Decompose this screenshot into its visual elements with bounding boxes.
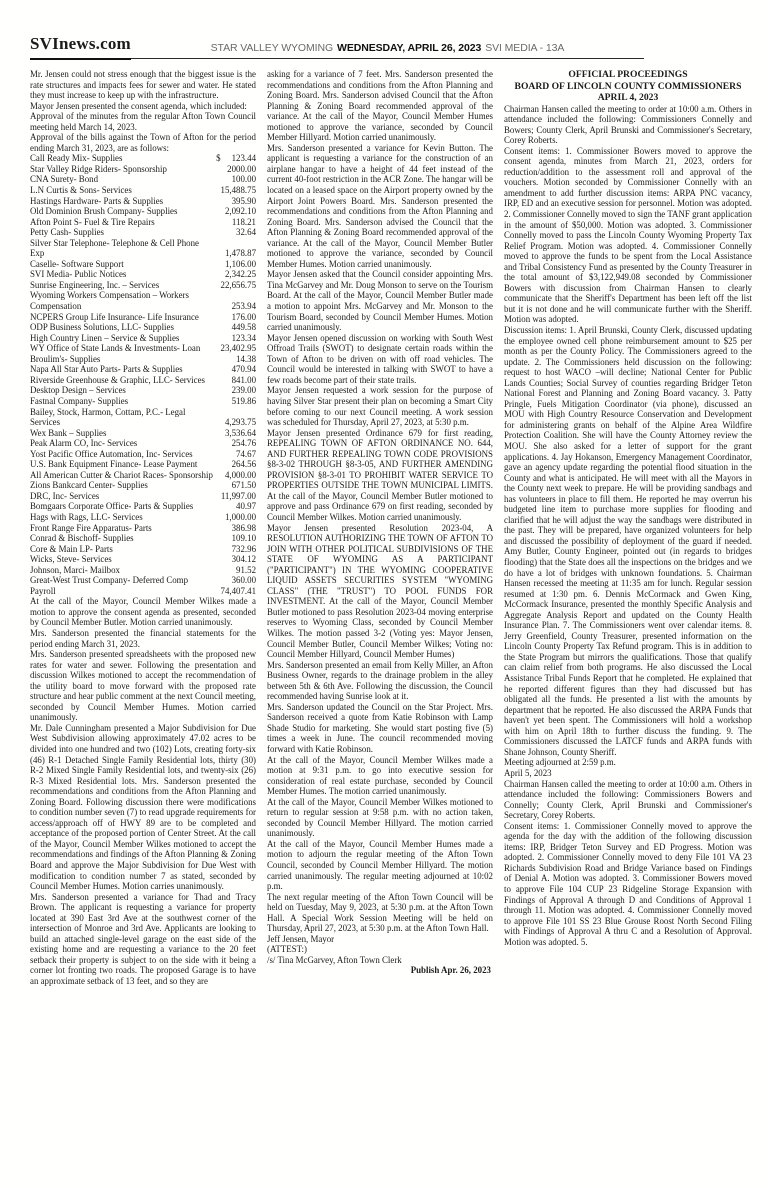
- bill-amount: 40.97: [236, 501, 256, 512]
- bill-row: [30, 438, 256, 449]
- dateline: [209, 42, 567, 54]
- col1-body-paragraphs: [30, 596, 256, 986]
- paragraph: Mrs. Sanderson presented an email from Kelly Miller, an Afton Business Owner, regards to the drainage problem in the alley between 5th & 6th Ave. Following the discussion, the Council recommended having Sunrise look at it.: [267, 659, 493, 702]
- masthead: [30, 34, 644, 59]
- bill-row: [30, 196, 256, 207]
- bill-amount-group: [221, 174, 256, 185]
- bill-amount-group: [210, 280, 257, 291]
- bill-row: [30, 375, 256, 386]
- bill-row: [30, 554, 256, 565]
- paragraph: The next regular meeting of the Afton Town Council will be held on Tuesday, May 9, 2023, at 5:30 p.m. at the Afton Town Hall. A Special Work Session Meeting will be held on Thursday, April 27, 2023, at 5:30 p.m. at the Afton Town Hall.: [267, 891, 493, 934]
- paragraph: Mrs. Sanderson updated the Council on the Star Project. Mrs. Sanderson received a quote from Katie Robinson with Lamp Shade Studio for marketing. She would start posting five (5) times a week in June. The council recommended moving forward with Katie Robinson.: [267, 701, 493, 754]
- bill-item-label: Wicks, Steve- Services: [30, 554, 112, 565]
- bill-amount: 1,478.87: [224, 248, 256, 259]
- bill-amount-group: [214, 512, 256, 523]
- bill-item-label: Bailey, Stock, Harmon, Cottam, P.C.- Legal Services: [30, 406, 186, 428]
- bill-row: [30, 259, 256, 270]
- bill-amount-group: [221, 554, 256, 565]
- bill-item-label: U.S. Bank Equipment Finance- Lease Payment: [30, 459, 198, 470]
- dateline-date: WEDNESDAY, APRIL 26, 2023: [337, 42, 482, 54]
- bill-amount-group: [210, 343, 257, 354]
- bill-item-label: Caselle- Software Support: [30, 258, 124, 269]
- bill-amount-group: [210, 491, 256, 502]
- bill-amount-group: [221, 459, 256, 470]
- bill-row: [30, 575, 256, 586]
- bill-amount-group: [225, 565, 256, 576]
- bill-amount: 519.86: [231, 395, 256, 406]
- bill-amount: 23,402.95: [220, 343, 256, 354]
- bill-item-label: Zions Bankcard Center- Supplies: [30, 480, 148, 491]
- bill-amount: 254.76: [231, 438, 256, 449]
- paragraph: Mrs. Sanderson presented spreadsheets with the proposed new rates for water and sewer. Following the presentation and discussion Wilkes motioned to accept the recommendation of the utility board to move forward with the proposed rate structure and hear public comment at the next Council meeting, seconded by Council Member Humes. Motion carried unanimously.: [30, 649, 256, 723]
- bill-item-label: High Country Linen – Service & Supplies: [30, 332, 180, 343]
- bill-amount-group: [221, 544, 256, 555]
- bill-item-label: Call Ready Mix- Supplies: [30, 153, 123, 164]
- bill-item-label: Peak Alarm CO, Inc- Services: [30, 438, 138, 449]
- bill-amount-group: [221, 301, 256, 312]
- bill-item-label: Conrad & Bischoff- Supplies: [30, 533, 134, 544]
- paragraph: Consent items: 1. Commissioner Bowers moved to approve the consent agenda, minutes from March 21, 2023, orders for reduction/addition to the assessment roll and approval of the vouchers. Motion seconded by Commissioner Connelly with an amendment to add further discussion items: ARPA PNC vacancy, IRP, ED and an executive session for personnel. Motion was adopted. 2. Commissioner Connelly moved to sign the TANF grant application in the amount of $50,000. Motion was adopted. 3. Commissioner Connelly moved to pass the Lincoln County Wyoming Property Tax Relief Program. Motion was adopted. 4. Commissioner Connelly moved to approve the funds to be spent from the Local Assistance and Tribal Consistency Fund as presented by the County Treasurer in the total amount of $3,122,949.08 seconded by Commissioner Bowers with discussion from Chairman Hansen to clearly communicate that the Sheriff's Department has been left off the list but it is not done and he will communicate further with the Sheriff. Motion was adopted.: [504, 145, 752, 325]
- bill-amount: 386.98: [231, 522, 256, 533]
- bill-item-label: All American Cutter & Chariot Races- Sponsorship: [30, 469, 213, 480]
- bill-amount: 395.90: [231, 195, 256, 206]
- bill-row: [30, 523, 256, 534]
- bill-row: [30, 364, 256, 375]
- bill-amount-group: [221, 375, 256, 386]
- bill-amount: 32.64: [236, 227, 256, 238]
- bill-item-label: Petty Cash- Supplies: [30, 227, 104, 238]
- bill-item-label: Silver Star Telephone- Telephone & Cell Phone Exp: [30, 237, 199, 259]
- bill-item-label: ODP Business Solutions, LLC- Supplies: [30, 322, 174, 333]
- paragraph: Mr. Jensen could not stress enough that the biggest issue is the rate structures and impacts fees for sewer and water. He stated they must increase to keep up with the infrastructure.: [30, 69, 256, 101]
- bill-amount-group: [221, 333, 256, 344]
- bill-row: [30, 544, 256, 555]
- official-proceedings-heading: [504, 69, 752, 104]
- bill-amount: 841.00: [231, 374, 256, 385]
- bill-row: [30, 185, 256, 196]
- bills-ledger: [30, 153, 256, 596]
- bill-item-label: Riverside Greenhouse & Graphic, LLC- Services: [30, 374, 205, 385]
- bill-amount-group: [214, 470, 256, 481]
- bill-item-label: Yost Pacific Office Automation, Inc- Services: [30, 448, 193, 459]
- signoff-line: /s/ Tina McGarvey, Afton Town Clerk: [267, 954, 402, 965]
- paragraph: At the call of the Mayor, Council Member Wilkes motioned to return to regular session at 9:58 p.m. with no action taken, seconded by Council Member Hillyard. The motion carried unanimously.: [267, 796, 493, 839]
- col2-paragraphs: [267, 69, 493, 934]
- signoff-line: (ATTEST:): [267, 944, 307, 955]
- column-1: [30, 69, 256, 987]
- publish-date-line: Publish Apr. 26, 2023: [410, 965, 491, 976]
- bill-item-label: CNA Surety- Bond: [30, 174, 99, 185]
- paragraph: Approval of the minutes from the regular Afton Town Council meeting held March 14, 2023.: [30, 111, 256, 132]
- bill-item-label: Payroll: [30, 585, 56, 596]
- dateline-region: STAR VALLEY WYOMING: [210, 42, 334, 54]
- bill-amount-group: [225, 449, 256, 460]
- bill-amount-group: [214, 269, 256, 280]
- bill-amount: 123.44: [231, 153, 256, 164]
- col1-intro-paragraphs: [30, 69, 256, 153]
- col3-paragraphs: [504, 104, 752, 948]
- bill-row: [30, 290, 256, 311]
- paragraph: Mr. Dale Cunningham presented a Major Subdivision for Due West Subdivision allowing approximately 47.02 acres to be divided into one hundred and two (102) Lots, creating forty-six (46) R-1 Detached Single Family Residential lots, thirty (30) R-2 Mixed Single Family Residential lots, and twenty-six (26) R-3 Mixed Residential lots. Mrs. Sanderson presented the recommendations and conditions from the Afton Planning and Zoning Board. Following discussion there were modifications to condition number seven (7) to read upgrade requirements for access/approach off of HWY 89 are to be completed and acceptance of the proposed portion of Center Street. At the call of the Mayor, Council Member Wilkes motioned to accept the recommendations and findings of the Afton Planning & Zoning Board and approve the Major Subdivision for Due West with modification to condition number 7 as stated, seconded by Council Member Humes. Motion carries unanimously.: [30, 722, 256, 892]
- bill-row: [30, 280, 256, 291]
- bill-item-label: L.N Curtis & Sons- Services: [30, 185, 132, 196]
- bill-row: [30, 322, 256, 333]
- bill-amount: 4,293.75: [224, 417, 256, 428]
- article-columns: [30, 69, 752, 987]
- bill-amount-group: [221, 364, 256, 375]
- bill-row: [30, 333, 256, 344]
- paragraph: April 5, 2023: [504, 767, 552, 778]
- bill-amount-group: [221, 523, 256, 534]
- bill-row: [30, 533, 256, 544]
- bill-amount: 11,997.00: [220, 490, 256, 501]
- bill-amount-group: [221, 196, 256, 207]
- bill-amount: 2000.00: [227, 163, 256, 174]
- paragraph: Meeting adjourned at 2:59 p.m.: [504, 757, 616, 768]
- bill-item-label: Bomgaars Corporate Office- Parts & Supplies: [30, 501, 194, 512]
- bill-amount: 118.21: [231, 216, 256, 227]
- paragraph: Approval of the bills against the Town of Afton for the period ending March 31, 2023, are as follows:: [30, 132, 256, 153]
- signoff-block: [267, 934, 493, 966]
- bill-row: [30, 428, 256, 439]
- bill-amount-group: [221, 480, 256, 491]
- bill-row: [30, 269, 256, 280]
- bill-amount-group: [221, 312, 256, 323]
- bill-item-label: Core & Main LP- Parts: [30, 543, 113, 554]
- bill-row: [30, 459, 256, 470]
- bill-item-label: Old Dominion Brush Company- Supplies: [30, 206, 178, 217]
- bill-row: [30, 227, 256, 238]
- paragraph: At the call of the Mayor, Council Member Humes made a motion to adjourn the regular meeting of the Afton Town Council, seconded by Council Member Hillyard. The motion carried unanimously. The regular meeting adjourned at 10:02 p.m.: [267, 838, 493, 892]
- bill-amount: 253.94: [231, 301, 256, 312]
- bill-item-label: SVI Media- Public Notices: [30, 269, 127, 280]
- bill-amount: 1,106.00: [224, 258, 256, 269]
- signoff-line: Jeff Jensen, Mayor: [267, 933, 335, 944]
- bill-amount: 109.10: [231, 533, 256, 544]
- bill-amount-group: [221, 533, 256, 544]
- bill-row: [30, 312, 256, 323]
- site-logo: SVInews.com: [30, 34, 131, 60]
- bill-item-label: Napa All Star Auto Parts- Parts & Supplies: [30, 364, 183, 375]
- bill-amount: 74,407.41: [220, 585, 256, 596]
- bill-item-label: Wex Bank – Supplies: [30, 427, 107, 438]
- paragraph: Mrs. Sanderson presented the financial statements for the period ending March 31, 2023.: [30, 627, 256, 649]
- bill-amount-group: [214, 259, 256, 270]
- bill-amount: 449.58: [231, 322, 256, 333]
- bill-amount-group: [221, 322, 256, 333]
- bill-amount-group: [210, 586, 257, 597]
- bill-item-label: DRC, Inc- Services: [30, 490, 100, 501]
- bill-amount: 14.38: [236, 353, 256, 364]
- bill-amount-group: [225, 227, 256, 238]
- paragraph: Mayor Jensen presented Resolution 2023-04, A RESOLUTION AUTHORIZING THE TOWN OF AFTON TO JOIN WITH OTHER POLITICAL SUBDIVISIONS OF THE STATE OF WYOMING AS A PARTICIPANT ("PARTICIPANT") IN THE WYOMING COOPERATIVE LIQUID ASSETS SECURITIES SYSTEM "WYOMING CLASS" (THE "TRUST") TO POOL FUNDS FOR INVESTMENT. At the call of the Mayor, Council Member Butler motioned to pass Resolution 2023-04 moving enterprise reserves to Wyoming Class, seconded by Council Member Wilkes. The motion passed 3-2 (Voting yes: Mayor Jensen, Council Member Butler, Council Member Wilkes; Voting no: Council Member Hillyard, Council Member Humes): [267, 522, 493, 660]
- bill-row: [30, 385, 256, 396]
- paragraph: Mrs. Sanderson presented a variance for Thad and Tracy Brown. The applicant is requesting a variance for property located at 390 East 3rd Ave at the southwest corner of the intersection of Monroe and 3rd Ave. Applicants are looking to build an attached single-level garage on the east side of the existing home and are requesting a variance to the 20 feet setback their property is subject to on the side with it being a corner lot fronting two roads. The proposed Garage is to have an approximate setback of 13 feet, and so they are: [30, 891, 256, 987]
- paragraph: Mayor Jensen presented the consent agenda, which included:: [30, 100, 247, 111]
- bill-amount: 360.00: [231, 575, 256, 586]
- bill-amount: 100.00: [231, 174, 256, 185]
- bill-row: [30, 491, 256, 502]
- bill-amount: 176.00: [231, 311, 256, 322]
- bill-amount: 74.67: [236, 448, 256, 459]
- bill-row: [30, 238, 256, 259]
- bill-item-label: Sunrise Engineering, Inc. – Services: [30, 279, 160, 290]
- bill-row: [30, 217, 256, 228]
- column-2: [267, 69, 493, 987]
- bill-amount-group: [214, 417, 256, 428]
- bill-amount: 671.50: [231, 480, 256, 491]
- bill-row: [30, 501, 256, 512]
- bill-row: [30, 354, 256, 365]
- bill-amount-group: [225, 501, 256, 512]
- bill-item-label: NCPERS Group Life Insurance- Life Insurance: [30, 311, 199, 322]
- bill-row: [30, 153, 256, 164]
- bill-item-label: Afton Point S- Fuel & Tire Repairs: [30, 216, 155, 227]
- paragraph: Mayor Jensen presented Ordinance 679 for first reading, REPEALING TOWN OF AFTON ORDINANCE NO. 644, AND FURTHER REPEALING TOWN CODE PROVISIONS §8-3-02 THROUGH §8-3-05, AND FURTHER AMENDING PROVISION §8-3-01 TO PROHIBIT WATER SERVICE TO PROPERTIES OUTSIDE THE TOWN MUNICIPAL LIMITS. At the call of the Mayor, Council Member Butler motioned to approve and pass Ordinance 679 on first reading, seconded by Council Member Wilkes. Motion carried unanimously.: [267, 427, 493, 522]
- bill-row: [30, 480, 256, 491]
- bill-amount-group: [216, 153, 256, 164]
- bill-amount-group: [221, 396, 256, 407]
- paragraph: Chairman Hansen called the meeting to order at 10:00 a.m. Others in attendance included the following: Commissioners Connelly and Bowers; County Clerk, April Brunski and Commissioner's Secretary, Corey Roberts.: [504, 103, 752, 146]
- bill-amount: 15,488.75: [220, 185, 256, 196]
- dateline-edition: SVI MEDIA - 13A: [485, 42, 565, 54]
- bill-item-label: Wyoming Workers Compensation – Workers Compensation: [30, 290, 189, 312]
- paragraph: Consent items: 1. Commissioner Connelly moved to approve the agenda for the day with the addition of the following discussion items: IRP, Bridger Teton Survey and ED Progress. Motion was adopted. 2. Commissioner Connelly moved to deny File 101 VA 23 Richards Subdivision Road and Bridge Variance based on Findings of Denial A. Motion was adopted. 3. Commissioner Bowers moved to approve File 104 CUP 23 Ridgeline Storage Expansion with Findings of Approval A through D and Conditions of Approval 1 through 11. Motion was adopted. 4. Commissioner Connelly moved to approve File 101 SS 23 Blue Grouse Roost North Second Filing with Findings of Approval A thru C and a Resolution of Approval. Motion was adopted. 5.: [504, 820, 752, 947]
- bill-amount-group: [225, 354, 256, 365]
- bill-item-label: Great-West Trust Company- Deferred Comp: [30, 575, 189, 586]
- paragraph: Mayor Jensen opened discussion on working with South West Offroad Trails (SWOT) to designate certain roads within the Town of Afton to be driven on with off road vehicles. The Council would be interested in talking with SWOT to have a few roads become part of their state trails.: [267, 332, 493, 385]
- heading-line: APRIL 4, 2023: [597, 92, 659, 103]
- heading-line: BOARD OF LINCOLN COUNTY COMMISSIONERS: [514, 80, 742, 92]
- bill-row: [30, 164, 256, 175]
- bill-row: [30, 343, 256, 354]
- bill-amount: 22,656.75: [220, 279, 256, 290]
- bill-item-label: Hastings Hardware- Parts & Supplies: [30, 195, 164, 206]
- bill-amount-group: [221, 385, 256, 396]
- bill-item-label: Hags with Rags, LLC- Services: [30, 511, 143, 522]
- bill-item-label: WY Office of State Lands & Investments- Loan: [30, 343, 201, 354]
- bill-row: [30, 206, 256, 217]
- bill-row: [30, 407, 256, 428]
- bill-amount: 4,000.00: [224, 469, 256, 480]
- column-3: [504, 69, 752, 987]
- bill-row: [30, 470, 256, 481]
- bill-row: [30, 174, 256, 185]
- bill-amount: 264.56: [231, 459, 256, 470]
- bill-amount-group: [221, 575, 256, 586]
- paragraph: Mrs. Sanderson presented a variance for Kevin Button. The applicant is requesting a variance for the construction of an airplane hangar to have a height of 44 feet instead of the current 40-foot restriction in the ACR Zone. The hangar will be located on a leased space on the Airport property owned by the Airport Joint Powers Board. Mrs. Sanderson presented the recommendations and conditions from the Afton Planning and Zoning Board. Mrs. Sanderson advised the Council that the Afton Planning & Zoning Board recommended approval of the variance. At the call of the Mayor, Council Member Butler motioned to approve the variance, seconded by Council Member Humes. Motion carried unanimously.: [267, 142, 493, 269]
- bill-amount-group: [216, 164, 256, 175]
- bill-row: [30, 565, 256, 576]
- bill-item-label: Broulim's- Supplies: [30, 353, 101, 364]
- bill-amount: 239.00: [231, 385, 256, 396]
- bill-item-label: Desktop Design – Services: [30, 385, 126, 396]
- paragraph: Mayor Jensen requested a work session for the purpose of having Silver Star present their plan on becoming a Smart City before coming to our next Council meeting. A work session was scheduled for Thursday, April 27, 2023, at 5:30 p.m.: [267, 385, 493, 428]
- bill-amount: 2,092.10: [224, 206, 256, 217]
- bill-amount: 3,536.64: [224, 427, 256, 438]
- bill-row: [30, 449, 256, 460]
- bill-item-label: Johnson, Marci- Mailbox: [30, 564, 120, 575]
- bill-item-label: Fastnal Company- Supplies: [30, 395, 129, 406]
- bill-amount-group: [214, 206, 256, 217]
- bill-amount: 2,342.25: [224, 269, 256, 280]
- bill-item-label: Star Valley Ridge Riders- Sponsorship: [30, 163, 167, 174]
- paragraph: Mayor Jensen asked that the Council consider appointing Mrs. Tina McGarvey and Mr. Doug Monson to serve on the Tourism Board. At the call of the Mayor, Council Member Butler made a motion to appoint Mrs. McGarvey and Mr. Monson to the Tourism Board, seconded by Council Member Humes. Motion carried unanimously.: [267, 269, 493, 333]
- heading-line: OFFICIAL PROCEEDINGS: [568, 69, 688, 80]
- bill-amount: 732.96: [231, 543, 256, 554]
- bill-amount: 123.34: [231, 332, 256, 343]
- bill-row: [30, 586, 256, 597]
- bill-amount: 1,000.00: [224, 511, 256, 522]
- paragraph: Discussion items: 1. April Brunski, County Clerk, discussed updating the employee owned cell phone reimbursement amount to $25 per month as per the County Policy. The Commissioners agreed to the update. 2. The Commissioners held discussion on the following: request to host WACO –will decline; National Center for Public Lands Counties; Social Survey of counties regarding Bridger Teton National Forest and Planning and Zoning Board vacancy. 3. Patty Pringle, Fuels Mitigation Coordinator (via phone), discussed an MOU with High Country Resource Conservation and Development for administering grants on behalf of the Alpine Area Wildfire Protection Coalition. She will have the County Attorney review the MOU. She also asked for a letter of support for the grant applications. 4. Jay Hokanson, Emergency Management Coordinator, gave an agency update regarding the potential flood situation in the County and what is anticipated. He will meet with all the Mayors in the County next week to prepare. He will be providing sandbags and has volunteers in place to fill them. He reported he may overrun his budgeted line item to purchase more supplies for flooding and clarified that he will adjust the way the sandbags were distributed in the past. They will be prepared, have organized volunteers for help and discussed the possibility of deployment of the guard if needed. Amy Butler, County Engineer, pointed out (in regards to bridges flooding) that the State does all the inspections on the bridges and we do have a lot of bridges with unknown foundations. 5. Chairman Hansen recessed the meeting at 11:35 am for lunch. Regular session resumed at 1:30 pm. 6. Dennis McCormack and Gwen King, McCormack Insurance, presented the monthly Specific Analysis and Aggregate Analysis Report and updated on the County Health Insurance Plan. 7. The Commissioners went over calendar items. 8. Jerry Greenfield, County Treasurer, presented information on the Lincoln County Property Tax Refund program. This is in addition to the State Program but mirrors the qualifications. Those that qualify can claim relief from both programs. He also discussed the Local Assistance Tribal Funds Report that he completed. He explained that he reported different figures than they had discussed but has obligated all the funds. He presented a list with the amounts by department that he reported. He also discussed the ARPA Funds that haven't yet been spent. The Commissioners will hold a workshop with him on April 18th to further discuss the funding. 9. The Commissioners discussed the LATCF funds and ARPA funds with Shane Johnson, County Sheriff.: [504, 324, 752, 757]
- bill-amount-group: [210, 185, 257, 196]
- bill-row: [30, 512, 256, 523]
- bill-amount-group: [221, 217, 256, 228]
- bill-amount-group: [214, 428, 256, 439]
- bill-amount: 91.52: [236, 564, 256, 575]
- paragraph: At the call of the Mayor, Council Member Wilkes made a motion to approve the consent agenda as presented, seconded by Council Member Butler. Motion carried unanimously.: [30, 596, 256, 628]
- bill-amount: 470.94: [231, 364, 256, 375]
- bill-item-label: Front Range Fire Apparatus- Parts: [30, 522, 152, 533]
- bill-amount: 304.12: [231, 554, 256, 565]
- paragraph: Chairman Hansen called the meeting to order at 10:00 a.m. Others in attendance included the following: Commissioners Bowers and Connelly; County Clerk, April Brunski and Commissioner's Secretary, Corey Roberts.: [504, 778, 752, 821]
- bill-amount-group: [214, 248, 256, 259]
- bill-row: [30, 396, 256, 407]
- paragraph: At the call of the Mayor, Council Member Wilkes made a motion at 9:31 p.m. to go into executive session for consideration of real estate purchase, seconded by Council Member Humes. The motion carried unanimously.: [267, 754, 493, 797]
- bill-currency: $: [216, 153, 221, 164]
- bill-amount-group: [221, 438, 256, 449]
- paragraph: asking for a variance of 7 feet. Mrs. Sanderson presented the recommendations and conditions from the Afton Planning and Zoning Board. Mrs. Sanderson advised Council that the Afton Planning & Zoning Board recommended approval of the variance. At the call of the Mayor, Council Member Humes motioned to approve the variance, seconded by Council Member Hillyard. Motion carried unanimously.: [267, 69, 493, 143]
